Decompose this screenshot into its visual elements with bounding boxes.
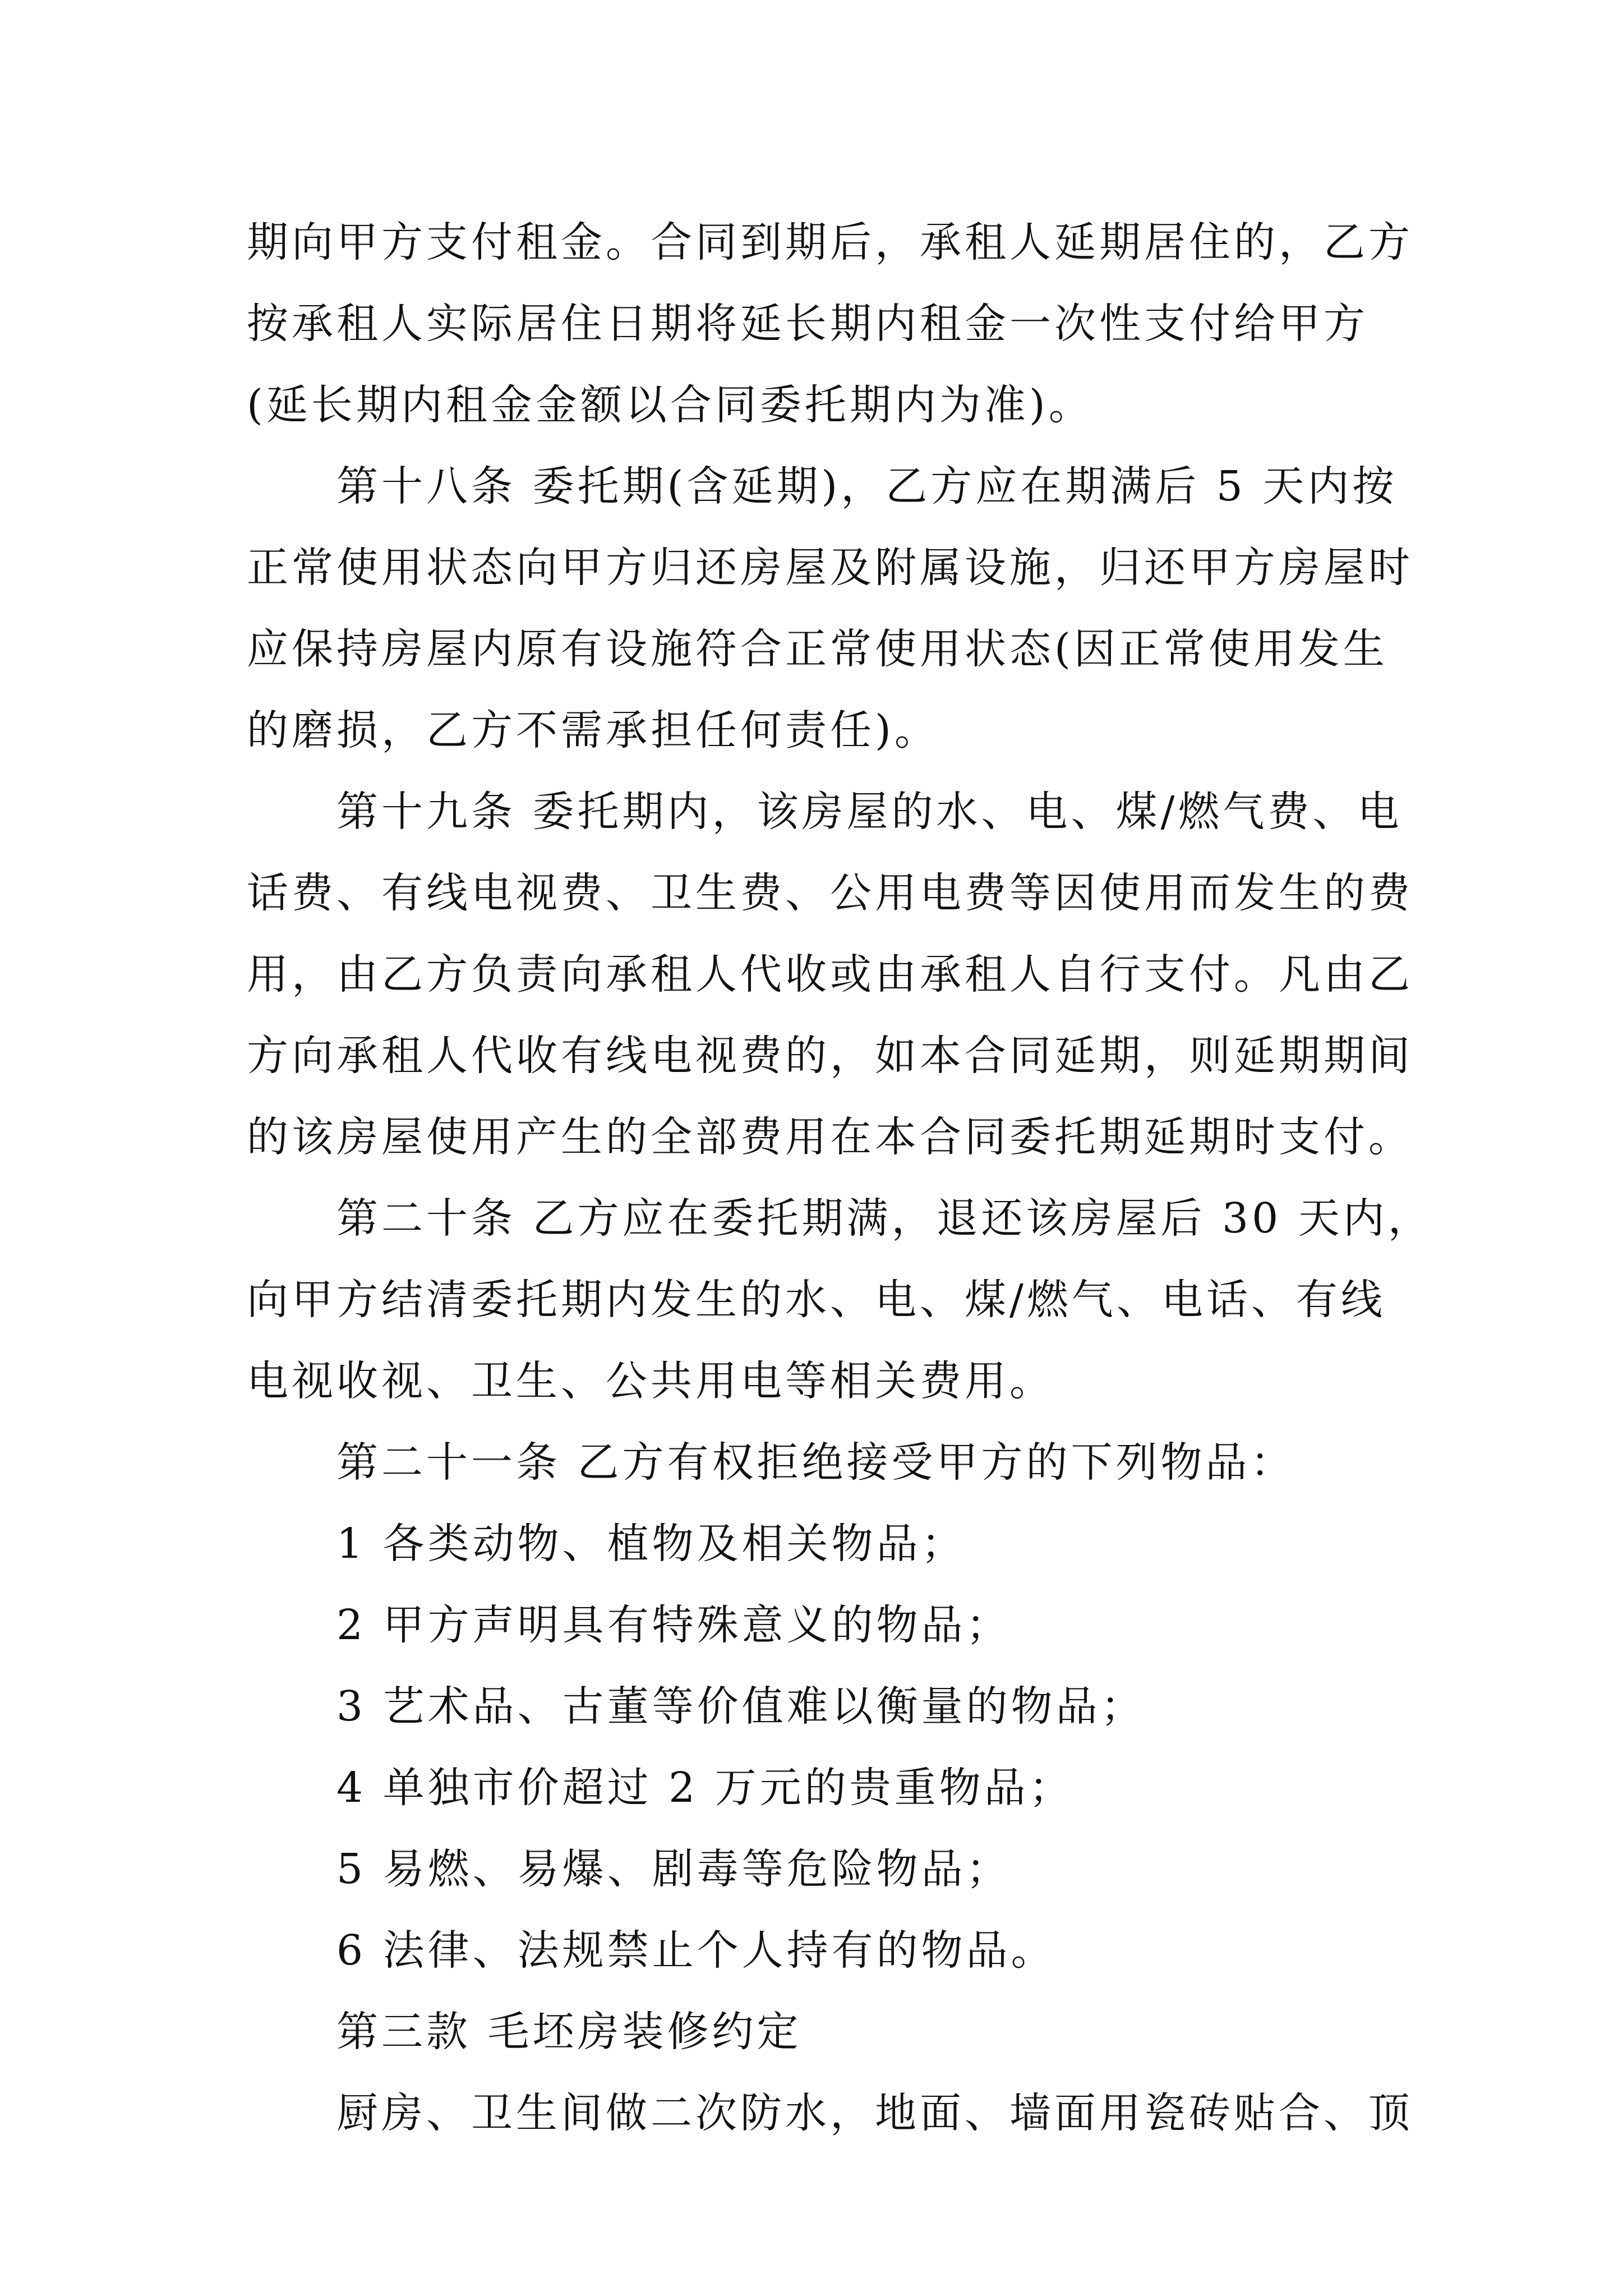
list-item: 2 甲方声明具有特殊意义的物品； <box>336 1601 1011 1649</box>
text-line: 厨房、卫生间做二次防水，地面、墙面用瓷砖贴合、顶 <box>336 2089 1413 2137</box>
text-line: 电视收视、卫生、公共用电等相关费用。 <box>247 1357 1054 1405</box>
text-line: (延长期内租金金额以合同委托期内为准)。 <box>247 381 1094 429</box>
text-line: 用，由乙方负责向承租人代收或由承租人自行支付。凡由乙 <box>247 950 1413 999</box>
list-item: 6 法律、法规禁止个人持有的物品。 <box>336 1926 1056 1975</box>
text-line: 应保持房屋内原有设施符合正常使用状态(因正常使用发生 <box>247 625 1388 673</box>
section-heading-line: 第三款 毛坯房装修约定 <box>336 2008 802 2056</box>
text-line: 话费、有线电视费、卫生费、公用电费等因使用而发生的费 <box>247 869 1413 917</box>
article-20-heading-line: 第二十条 乙方应在委托期满，退还该房屋后 30 天内， <box>336 1194 1433 1243</box>
text-line: 向甲方结清委托期内发生的水、电、煤/燃气、电话、有线 <box>247 1276 1386 1324</box>
text-line: 按承租人实际居住日期将延长期内租金一次性支付给甲方 <box>247 300 1368 348</box>
article-19-heading-line: 第十九条 委托期内，该房屋的水、电、煤/燃气费、电 <box>336 788 1403 836</box>
article-21-heading-line: 第二十一条 乙方有权拒绝接受甲方的下列物品： <box>336 1438 1295 1487</box>
text-line: 的该房屋使用产生的全部费用在本合同委托期延期时支付。 <box>247 1113 1413 1161</box>
text-line: 期向甲方支付租金。合同到期后，承租人延期居住的，乙方 <box>247 218 1413 266</box>
text-line: 的磨损，乙方不需承担任何责任)。 <box>247 706 939 754</box>
text-line: 正常使用状态向甲方归还房屋及附属设施，归还甲方房屋时 <box>247 544 1413 592</box>
list-item: 1 各类动物、植物及相关物品； <box>336 1520 966 1568</box>
text-line: 方向承租人代收有线电视费的，如本合同延期，则延期期间 <box>247 1032 1413 1080</box>
list-item: 4 单独市价超过 2 万元的贵重物品； <box>336 1764 1074 1812</box>
list-item: 5 易燃、易爆、剧毒等危险物品； <box>336 1845 1011 1893</box>
document-body <box>247 202 1433 2154</box>
article-18-heading-line: 第十八条 委托期(含延期)，乙方应在期满后 5 天内按 <box>336 462 1398 510</box>
list-item: 3 艺术品、古董等价值难以衡量的物品； <box>336 1682 1146 1731</box>
